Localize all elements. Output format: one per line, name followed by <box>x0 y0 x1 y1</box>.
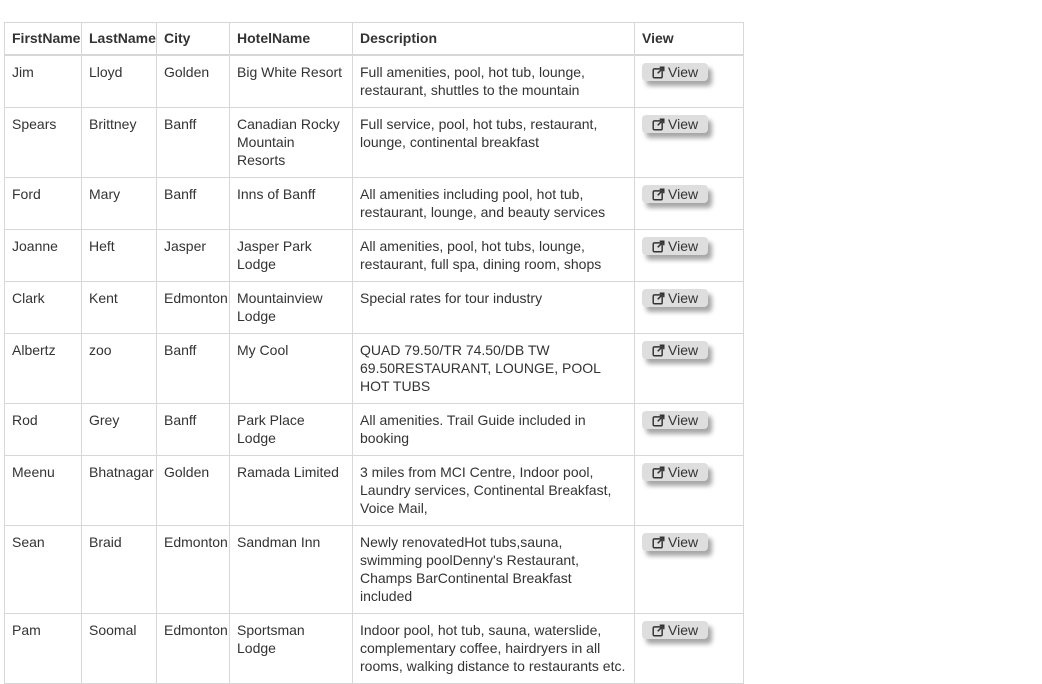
cell-description: Special rates for tour industry <box>353 282 635 334</box>
cell-city: Banff <box>157 404 230 456</box>
cell-firstname: Ford <box>5 178 82 230</box>
view-button-label: View <box>668 290 699 306</box>
table-row <box>5 282 744 334</box>
view-button[interactable] <box>642 341 708 359</box>
view-button-label: View <box>668 534 699 550</box>
cell-city: Edmonton <box>157 614 230 684</box>
cell-hotelname: Sportsman Lodge <box>230 614 353 684</box>
view-button-label: View <box>668 238 699 254</box>
header-city: City <box>157 23 230 56</box>
table-row <box>5 334 744 404</box>
cell-firstname: Jim <box>5 55 82 108</box>
cell-lastname: Grey <box>82 404 157 456</box>
cell-city: Golden <box>157 55 230 108</box>
view-button[interactable] <box>642 289 708 307</box>
cell-city: Edmonton <box>157 282 230 334</box>
cell-lastname: Bhatnagar <box>82 456 157 526</box>
cell-description: All amenities. Trail Guide included in booking <box>353 404 635 456</box>
cell-firstname: Rod <box>5 404 82 456</box>
cell-view <box>635 456 744 526</box>
cell-view <box>635 230 744 282</box>
cell-city: Jasper <box>157 230 230 282</box>
external-link-icon <box>652 624 665 637</box>
view-button[interactable] <box>642 533 708 551</box>
hotels-table <box>4 22 744 684</box>
header-view: View <box>635 23 744 56</box>
table-header-row <box>5 23 744 56</box>
cell-description: Full service, pool, hot tubs, restaurant, lounge, continental breakfast <box>353 108 635 178</box>
view-button[interactable] <box>642 63 708 81</box>
external-link-icon <box>652 66 665 79</box>
cell-description: Full amenities, pool, hot tub, lounge, restaurant, shuttles to the mountain <box>353 55 635 108</box>
cell-city: Banff <box>157 108 230 178</box>
cell-lastname: Brittney <box>82 108 157 178</box>
cell-lastname: Braid <box>82 526 157 614</box>
header-firstname: FirstName <box>5 23 82 56</box>
cell-view <box>635 108 744 178</box>
view-button[interactable] <box>642 463 708 481</box>
view-button[interactable] <box>642 411 708 429</box>
header-hotelname: HotelName <box>230 23 353 56</box>
external-link-icon <box>652 466 665 479</box>
view-button-label: View <box>668 342 699 358</box>
cell-view <box>635 55 744 108</box>
cell-description: QUAD 79.50/TR 74.50/DB TW 69.50RESTAURANT, LOUNGE, POOL HOT TUBS <box>353 334 635 404</box>
cell-lastname: Soomal <box>82 614 157 684</box>
cell-city: Banff <box>157 334 230 404</box>
cell-hotelname: Sandman Inn <box>230 526 353 614</box>
cell-description: All amenities, pool, hot tubs, lounge, restaurant, full spa, dining room, shops <box>353 230 635 282</box>
cell-hotelname: Park Place Lodge <box>230 404 353 456</box>
cell-view <box>635 178 744 230</box>
cell-view <box>635 334 744 404</box>
external-link-icon <box>652 414 665 427</box>
cell-firstname: Meenu <box>5 456 82 526</box>
table-row <box>5 108 744 178</box>
view-button-label: View <box>668 186 699 202</box>
cell-city: Edmonton <box>157 526 230 614</box>
header-lastname: LastName <box>82 23 157 56</box>
cell-firstname: Albertz <box>5 334 82 404</box>
cell-firstname: Joanne <box>5 230 82 282</box>
cell-lastname: Lloyd <box>82 55 157 108</box>
cell-lastname: Mary <box>82 178 157 230</box>
cell-view <box>635 404 744 456</box>
cell-lastname: Kent <box>82 282 157 334</box>
cell-firstname: Sean <box>5 526 82 614</box>
view-button[interactable] <box>642 621 708 639</box>
cell-hotelname: Canadian Rocky Mountain Resorts <box>230 108 353 178</box>
external-link-icon <box>652 118 665 131</box>
cell-description: Newly renovatedHot tubs,sauna, swimming poolDenny's Restaurant, Champs BarContinental Breakfast included <box>353 526 635 614</box>
view-button-label: View <box>668 412 699 428</box>
cell-firstname: Spears <box>5 108 82 178</box>
view-button[interactable] <box>642 185 708 203</box>
view-button-label: View <box>668 64 699 80</box>
external-link-icon <box>652 344 665 357</box>
table-row <box>5 55 744 108</box>
view-button-label: View <box>668 622 699 638</box>
external-link-icon <box>652 188 665 201</box>
cell-hotelname: Ramada Limited <box>230 456 353 526</box>
cell-hotelname: Inns of Banff <box>230 178 353 230</box>
external-link-icon <box>652 292 665 305</box>
table-row <box>5 526 744 614</box>
table-row <box>5 230 744 282</box>
cell-firstname: Pam <box>5 614 82 684</box>
view-button-label: View <box>668 116 699 132</box>
cell-view <box>635 614 744 684</box>
cell-lastname: Heft <box>82 230 157 282</box>
table-row <box>5 456 744 526</box>
view-button-label: View <box>668 464 699 480</box>
cell-description: All amenities including pool, hot tub, restaurant, lounge, and beauty services <box>353 178 635 230</box>
table-row <box>5 404 744 456</box>
table-row <box>5 178 744 230</box>
cell-firstname: Clark <box>5 282 82 334</box>
cell-view <box>635 282 744 334</box>
cell-lastname: zoo <box>82 334 157 404</box>
cell-hotelname: Jasper Park Lodge <box>230 230 353 282</box>
cell-view <box>635 526 744 614</box>
header-description: Description <box>353 23 635 56</box>
cell-hotelname: Big White Resort <box>230 55 353 108</box>
view-button[interactable] <box>642 237 708 255</box>
cell-description: 3 miles from MCI Centre, Indoor pool, Laundry services, Continental Breakfast, Voice Mail, <box>353 456 635 526</box>
cell-city: Golden <box>157 456 230 526</box>
cell-city: Banff <box>157 178 230 230</box>
external-link-icon <box>652 240 665 253</box>
external-link-icon <box>652 536 665 549</box>
cell-hotelname: My Cool <box>230 334 353 404</box>
cell-description: Indoor pool, hot tub, sauna, waterslide, complementary coffee, hairdryers in all rooms, walking distance to restaurants etc. <box>353 614 635 684</box>
table-row <box>5 614 744 684</box>
cell-hotelname: Mountainview Lodge <box>230 282 353 334</box>
view-button[interactable] <box>642 115 708 133</box>
